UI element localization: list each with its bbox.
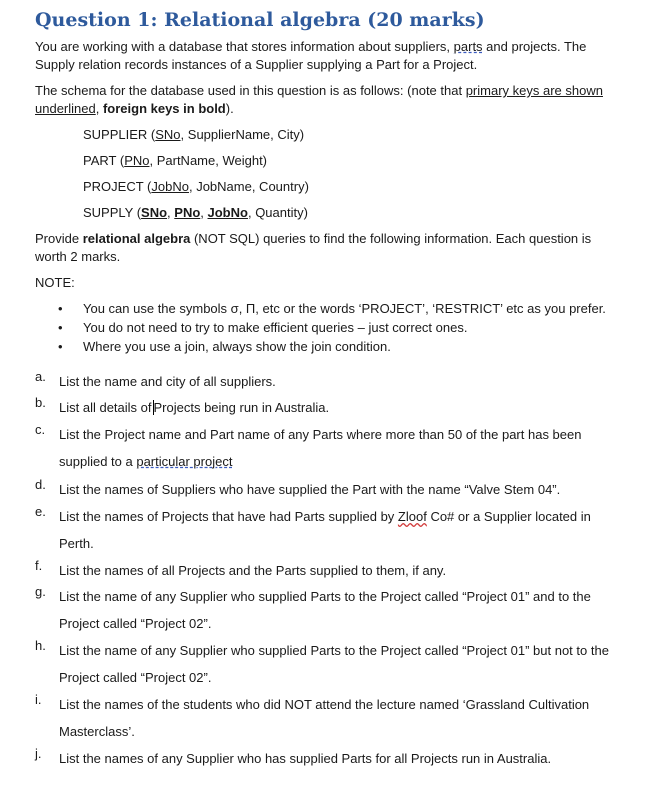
schema-intro-text: The schema for the database used in this question is as follows: (note that [35, 83, 466, 98]
question-label: d. [35, 477, 46, 492]
relation-attributes: , SupplierName, City) [180, 127, 305, 142]
question-text-part: Perth. [59, 536, 94, 551]
question-text: List the name and city of all suppliers. [59, 374, 276, 389]
question-text-part: List the Project name and Part name of any Parts where more than 50 of the part has been [59, 427, 582, 442]
question-text [59, 583, 639, 637]
relation-attributes: , JobName, Country) [188, 179, 309, 194]
schema-intro-text: , [95, 101, 103, 116]
question-text: List the names of any Supplier who has supplied Parts for all Projects run in Australia. [59, 751, 552, 766]
foreign-key: PNo [174, 205, 201, 220]
relation-name: SUPPLIER ( [83, 127, 156, 142]
intro-text: and projects. The [482, 39, 587, 54]
provide-paragraph [35, 230, 625, 266]
bullet-icon: • [58, 301, 63, 316]
schema-project [83, 178, 309, 196]
schema-supply [83, 204, 308, 222]
primary-key: JobNo [151, 179, 189, 194]
question-text-part: List the names of the students who did NOT attend the lecture named ‘Grassland Cultivation [59, 697, 590, 712]
primary-key: SNo [155, 127, 181, 142]
question-label: j. [35, 746, 42, 761]
schema-part [83, 152, 267, 170]
relation-name: SUPPLY ( [83, 205, 142, 220]
intro-text: Supply relation records instances of a Supplier supplying a Part for a Project. [35, 57, 478, 72]
question-text-part: Projects being run in Australia. [153, 400, 330, 415]
zloof-word: Zloof [397, 509, 427, 524]
bullet-text: You do not need to try to make efficient queries – just correct ones. [83, 320, 468, 335]
provide-text: Provide [35, 231, 83, 246]
question-label: g. [35, 584, 46, 599]
question-label: e. [35, 504, 46, 519]
question-label: a. [35, 369, 46, 384]
question-text [59, 637, 639, 691]
question-label: c. [35, 422, 46, 437]
relation-name: PART ( [83, 153, 125, 168]
foreign-key: SNo [141, 205, 168, 220]
question-label: f. [35, 558, 43, 573]
question-text-part: List all details of [59, 400, 152, 415]
intro-text: You are working with a database that stores information about suppliers, [35, 39, 454, 54]
schema-intro-text: ). [225, 101, 234, 116]
relational-algebra-bold: relational algebra [82, 231, 191, 246]
relation-name: PROJECT ( [83, 179, 152, 194]
bullet-text: You can use the symbols σ, Π, etc or the words ‘PROJECT’, ‘RESTRICT’ etc as you prefer. [83, 301, 606, 316]
question-text-part: List the name of any Supplier who supplied Parts to the Project called “Project 01” and to the [59, 589, 591, 604]
question-text: List the names of all Projects and the Parts supplied to them, if any. [59, 563, 447, 578]
provide-text: (NOT SQL) queries to find the following information. Each question is [190, 231, 592, 246]
question-text-part: Project called “Project 02”. [59, 616, 212, 631]
separator: , [167, 205, 175, 220]
question-label: i. [35, 692, 42, 707]
schema-intro-paragraph [35, 82, 625, 118]
question-text-part: Co# or a Supplier located in [426, 509, 591, 524]
question-heading: Question 1: Relational algebra (20 marks) [35, 9, 485, 31]
question-text-part: List the names of Projects that have had Parts supplied by [59, 509, 398, 524]
bullet-icon: • [58, 339, 63, 354]
primary-keys-note: primary keys are shown [465, 83, 603, 98]
bullet-text: Where you use a join, always show the join condition. [83, 339, 391, 354]
relation-attributes: , PartName, Weight) [149, 153, 268, 168]
primary-key: PNo [124, 153, 150, 168]
intro-parts-word: parts [453, 39, 483, 54]
underlined-note: underlined [35, 101, 96, 116]
question-text-part: List the name of any Supplier who supplied Parts to the Project called “Project 01” but not to the [59, 643, 609, 658]
question-text-part: Masterclass’. [59, 724, 135, 739]
question-text: List the names of Suppliers who have supplied the Part with the name “Valve Stem 04”. [59, 482, 561, 497]
question-text-part: Project called “Project 02”. [59, 670, 212, 685]
bullet-icon: • [58, 320, 63, 335]
provide-text: worth 2 marks. [35, 249, 121, 264]
foreign-key: JobNo [207, 205, 248, 220]
question-text-part: supplied to a [59, 454, 137, 469]
schema-supplier [83, 126, 304, 144]
question-label: b. [35, 395, 46, 410]
question-text [59, 503, 639, 557]
note-label: NOTE: [35, 275, 75, 290]
question-text [59, 691, 639, 745]
separator: , [200, 205, 208, 220]
question-text [59, 394, 639, 421]
question-text [59, 421, 639, 475]
foreign-keys-note: foreign keys in bold [102, 101, 226, 116]
relation-attributes: , Quantity) [247, 205, 308, 220]
particular-project-phrase: particular project [136, 454, 233, 469]
intro-paragraph [35, 38, 625, 74]
question-label: h. [35, 638, 46, 653]
